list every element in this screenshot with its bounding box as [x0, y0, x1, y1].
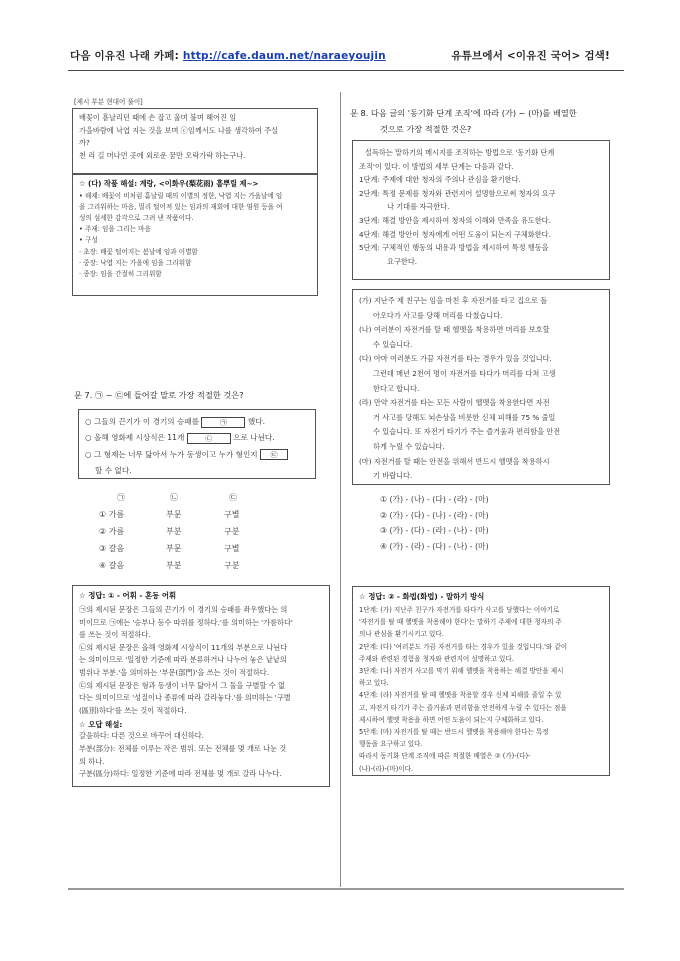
q8-step-4: 4단계: 해결 방안이 청자에게 어떤 도움이 되는지 구체화한다.	[359, 229, 551, 239]
passage-translation-box	[72, 108, 318, 174]
work-note-line: • 해제: 배꽃이 비처럼 흩날릴 때의 이별의 정한, 낙엽 지는 가을날에 임	[79, 191, 283, 200]
q8-para-da-cont: 한다고 합니다.	[373, 383, 420, 393]
q8-option-3[interactable]: ③ (가) - (다) - (라) - (나) - (마)	[380, 526, 489, 536]
q8-answer-line: 따라서 동기화 단계 조직에 따른 적절한 배열은 ② (가)-(다)-	[359, 752, 531, 761]
q7-wrong-title: ☆ 오답 해설:	[79, 720, 123, 730]
q7-answer-line: ㉢의 제시된 문장은 형과 동생이 너무 닮아서 그 둘을 구별할 수 없	[79, 680, 285, 690]
q8-para-ra: (라) 만약 자전거를 타는 모든 사람이 헬멧을 착용한다면 자전	[359, 398, 550, 408]
q8-option-2[interactable]: ② (가) - (다) - (나) - (라) - (마)	[380, 510, 489, 520]
q8-answer-line: 4단계: (라) 자전거를 탈 때 헬멧을 착용할 경우 신체 피해를 줄일 수 있	[359, 691, 562, 700]
passage-caption: [제시 부분 현대어 풀이]	[74, 98, 143, 106]
work-note-line: · 초장: 배꽃 떨어지는 봄날에 임과 이별함	[79, 247, 198, 256]
q8-answer-box	[352, 586, 610, 776]
q8-method-box	[352, 140, 610, 280]
passage-line: 가을바람에 낙엽 지는 것을 보며 ⓒ임께서도 나를 생각하여 주실	[79, 125, 279, 135]
q7-wrong-line: 부분(部分): 전체를 이루는 작은 범위. 또는 전체를 몇 개로 나눈 것	[79, 743, 287, 753]
q8-answer-line: 2단계: (다) '여러분도 가끔 자전거를 타는 경우가 있을 것입니다.'와 같이	[359, 642, 568, 651]
q7-answer-box	[72, 585, 330, 787]
q7-blank-3: ㉢	[260, 449, 288, 460]
q7-example-3-cont: 할 수 없다.	[95, 466, 132, 476]
q8-para-na-cont: 수 있습니다.	[373, 339, 413, 349]
q8-para-da: (다) 아마 여러분도 가끔 자전거를 타는 경우가 있을 것입니다.	[359, 354, 552, 364]
q8-para-ma: (마) 자전거를 탈 때는 안전을 위해서 반드시 헬멧을 착용하시	[359, 456, 550, 466]
work-note-line: • 주제: 임을 그리는 마음	[79, 225, 151, 234]
q8-step-2-cont: 나 기대를 자극한다.	[387, 202, 450, 212]
q8-answer-line: 3단계: (나) 자전거 사고를 막기 위해 헬멧을 착용하는 해결 방안을 제시	[359, 667, 564, 676]
q8-para-ma-cont: 기 바랍니다.	[373, 471, 413, 481]
header-divider	[68, 70, 624, 71]
q8-step-2: 2단계: 특정 문제를 청자와 관련지어 설명함으로써 청자의 요구	[359, 188, 556, 198]
work-note-line: • 구성	[79, 236, 98, 245]
q8-option-1[interactable]: ① (가) - (나) - (다) - (라) - (마)	[380, 495, 489, 504]
column-divider	[340, 92, 341, 887]
header-cafe-label: 다음 이유진 나래 카페:	[70, 50, 180, 62]
q8-answer-line: (나)-(라)-(마)이다.	[359, 764, 414, 773]
q7-answer-line: ㉡의 제시된 문장은 올해 영화제 시상식이 11개의 부분으로 나뉜다	[79, 642, 288, 652]
q7-answer-line: 다는 의미이므로 '성질이나 종류에 따라 갈라놓다.'를 의미하는 '구별	[79, 693, 291, 703]
work-note-title: ☆ (다) 작품 해설: 계랑, <이화우(梨花雨) 흩뿌릴 제~>	[79, 179, 259, 188]
q8-answer-line: 의나 관심을 환기시키고 있다.	[359, 630, 444, 639]
q7-wrong-line: 구분(區分)하다: 일정한 기준에 따라 전체를 몇 개로 갈라 나누다.	[79, 769, 282, 779]
q8-para-ra-cont: 수 있습니다. 또 자전거 타기가 주는 즐거움과 편리함을 안전	[373, 427, 561, 437]
q8-para-ra-cont: 하게 누릴 수 있습니다.	[373, 441, 445, 451]
q7-stem: 문 7. ㉠ ~ ㉢에 들어갈 말로 가장 적절한 것은?	[74, 390, 244, 400]
q8-para-ra-cont: 거 사고를 당해도 뇌손상을 비롯한 신체 피해를 75 % 줄일	[373, 412, 556, 422]
q7-answer-line: 범위나 부분.'을 의미하는 '부문(部門)'을 쓰는 것이 적절하다.	[79, 667, 269, 677]
q8-answer-line: 5단계: (마) 자전거를 탈 때는 반드시 헬멧을 착용해야 한다는 특정	[359, 728, 549, 737]
q8-para-ga: (가) 지난주 제 친구는 임을 마친 후 자전거를 타고 집으로 돌	[359, 296, 548, 305]
q7-example-1: ○ 그들의 끈기가 이 경기의 승패를 ㉠ 했다.	[85, 417, 265, 427]
q7-blank-1: ㉠	[201, 417, 245, 428]
header-cafe-info	[70, 48, 386, 63]
work-note-line: 을 그리워하는 마음, 멀리 떨어져 있는 임과의 재회에 대한 염원 등을 여	[79, 202, 283, 211]
passage-line: 천 리 길 머나먼 곳에 외로운 꿈만 오락가락 하는구나.	[79, 150, 246, 160]
q7-wrong-line: 갈음하다: 다른 것으로 바꾸어 대신하다.	[79, 731, 204, 741]
q8-stem-line-2: 것으로 가장 적절한 것은?	[380, 124, 472, 134]
q7-wrong-line: 의 하나.	[79, 756, 105, 766]
q8-answer-title: ☆ 정답: ② - 화법(화법) - 말하기 방식	[359, 592, 485, 601]
q7-examples-box	[78, 409, 316, 479]
header-youtube-note: 유튜브에서 <이유진 국어> 검색!	[451, 50, 610, 62]
q7-answer-line: 를 쓰는 것이 적절하다.	[79, 630, 151, 640]
q8-step-5: 5단계: 구체적인 행동의 내용과 방법을 제시하여 특정 행동을	[359, 243, 549, 253]
q8-answer-line: 주제와 관련된 경험을 청자와 관련지어 설명하고 있다.	[359, 654, 514, 663]
q8-para-da-cont: 그런데 매년 2천여 명이 자전거를 타다가 머리를 다쳐 고생	[373, 368, 556, 378]
q8-answer-line: 하고 있다.	[359, 679, 389, 688]
q7-answer-line: 는 의미이므로 '일정한 기준에 따라 분류하거나 나누어 놓은 낱낱의	[79, 655, 287, 665]
passage-line: 배꽃이 흩날리던 때에 손 잡고 울며 불며 헤어진 임	[79, 113, 237, 122]
q8-step-3: 3단계: 해결 방안을 제시하여 청자의 이해와 만족을 유도한다.	[359, 215, 551, 225]
q7-example-3: ○ 그 형제는 너무 닮아서 누가 동생이고 누가 형인지 ㉢	[85, 447, 309, 463]
q8-option-4[interactable]: ④ (가) - (라) - (다) - (나) - (마)	[380, 541, 489, 551]
passage-line: 까?	[79, 138, 90, 148]
q8-paragraphs-box	[352, 289, 610, 485]
footer-divider	[68, 888, 624, 890]
q8-method-line: 설득하는 말하기의 메시지를 조직하는 방법으로 '동기화 단계	[365, 148, 555, 157]
q8-step-1: 1단계: 주제에 대한 청자의 주의나 관심을 환기한다.	[359, 175, 521, 185]
q7-blank-2: ㉡	[187, 433, 231, 444]
q7-answer-line: (區別)하다'를 쓰는 것이 적절하다.	[79, 705, 187, 715]
q8-options	[380, 492, 489, 554]
q8-answer-line: '자전거를 탈 때 헬멧을 착용해야 한다'는 말하기 주제에 대한 청자의 주	[359, 618, 562, 627]
q8-method-line: 조직'이 있다. 이 방법의 세부 단계는 다음과 같다.	[359, 161, 514, 171]
q8-answer-line: 행동을 요구하고 있다.	[359, 740, 423, 749]
q7-answer-line: ㉠의 제시된 문장은 그들의 끈기가 이 경기의 승패를 좌우했다는 의	[79, 605, 288, 614]
cafe-link[interactable]: http://cafe.daum.net/naraeyoujin	[182, 50, 386, 62]
work-note-line: 성의 섬세한 감각으로 그려 낸 작품이다.	[79, 214, 194, 222]
q7-answer-title: ☆ 정답: ① - 어휘 - 혼동 어휘	[79, 591, 177, 600]
q8-answer-line: 1단계: (가) 지난주 친구가 자전거를 타다가 사고를 당했다는 이야기로	[359, 606, 560, 614]
q8-stem-line-1: 문 8. 다음 글의 '동기화 단계 조직'에 따라 (가) ~ (마)를 배열한	[350, 108, 577, 118]
work-note-box	[72, 174, 318, 296]
q8-step-5-cont: 요구한다.	[387, 256, 418, 266]
q7-example-2: ○ 올해 영화제 시상식은 11개 ㉡ 으로 나뉜다.	[85, 433, 275, 443]
q8-para-na: (나) 여러분이 자전거를 탈 때 헬멧을 착용하면 머리를 보호할	[359, 325, 550, 335]
q8-answer-line: 제시하여 헬멧 착용을 하면 어떤 도움이 되는지 구체화하고 있다.	[359, 715, 544, 724]
q7-answer-line: 미이므로 ㉠에는 '승부나 등수 따위를 정하다.'를 의미하는 '가름하다'	[79, 617, 293, 627]
work-note-line: · 종장: 임을 간절히 그리워함	[79, 270, 162, 279]
q8-para-ga-cont: 아오다가 사고를 당해 머리를 다쳤습니다.	[373, 310, 503, 320]
q8-answer-line: 고, 자전거 타기가 주는 즐거움과 편리함을 안전하게 누릴 수 있다는 점을	[359, 703, 567, 712]
work-note-line: · 중장: 낙엽 지는 가을에 임을 그리워함	[79, 258, 192, 267]
